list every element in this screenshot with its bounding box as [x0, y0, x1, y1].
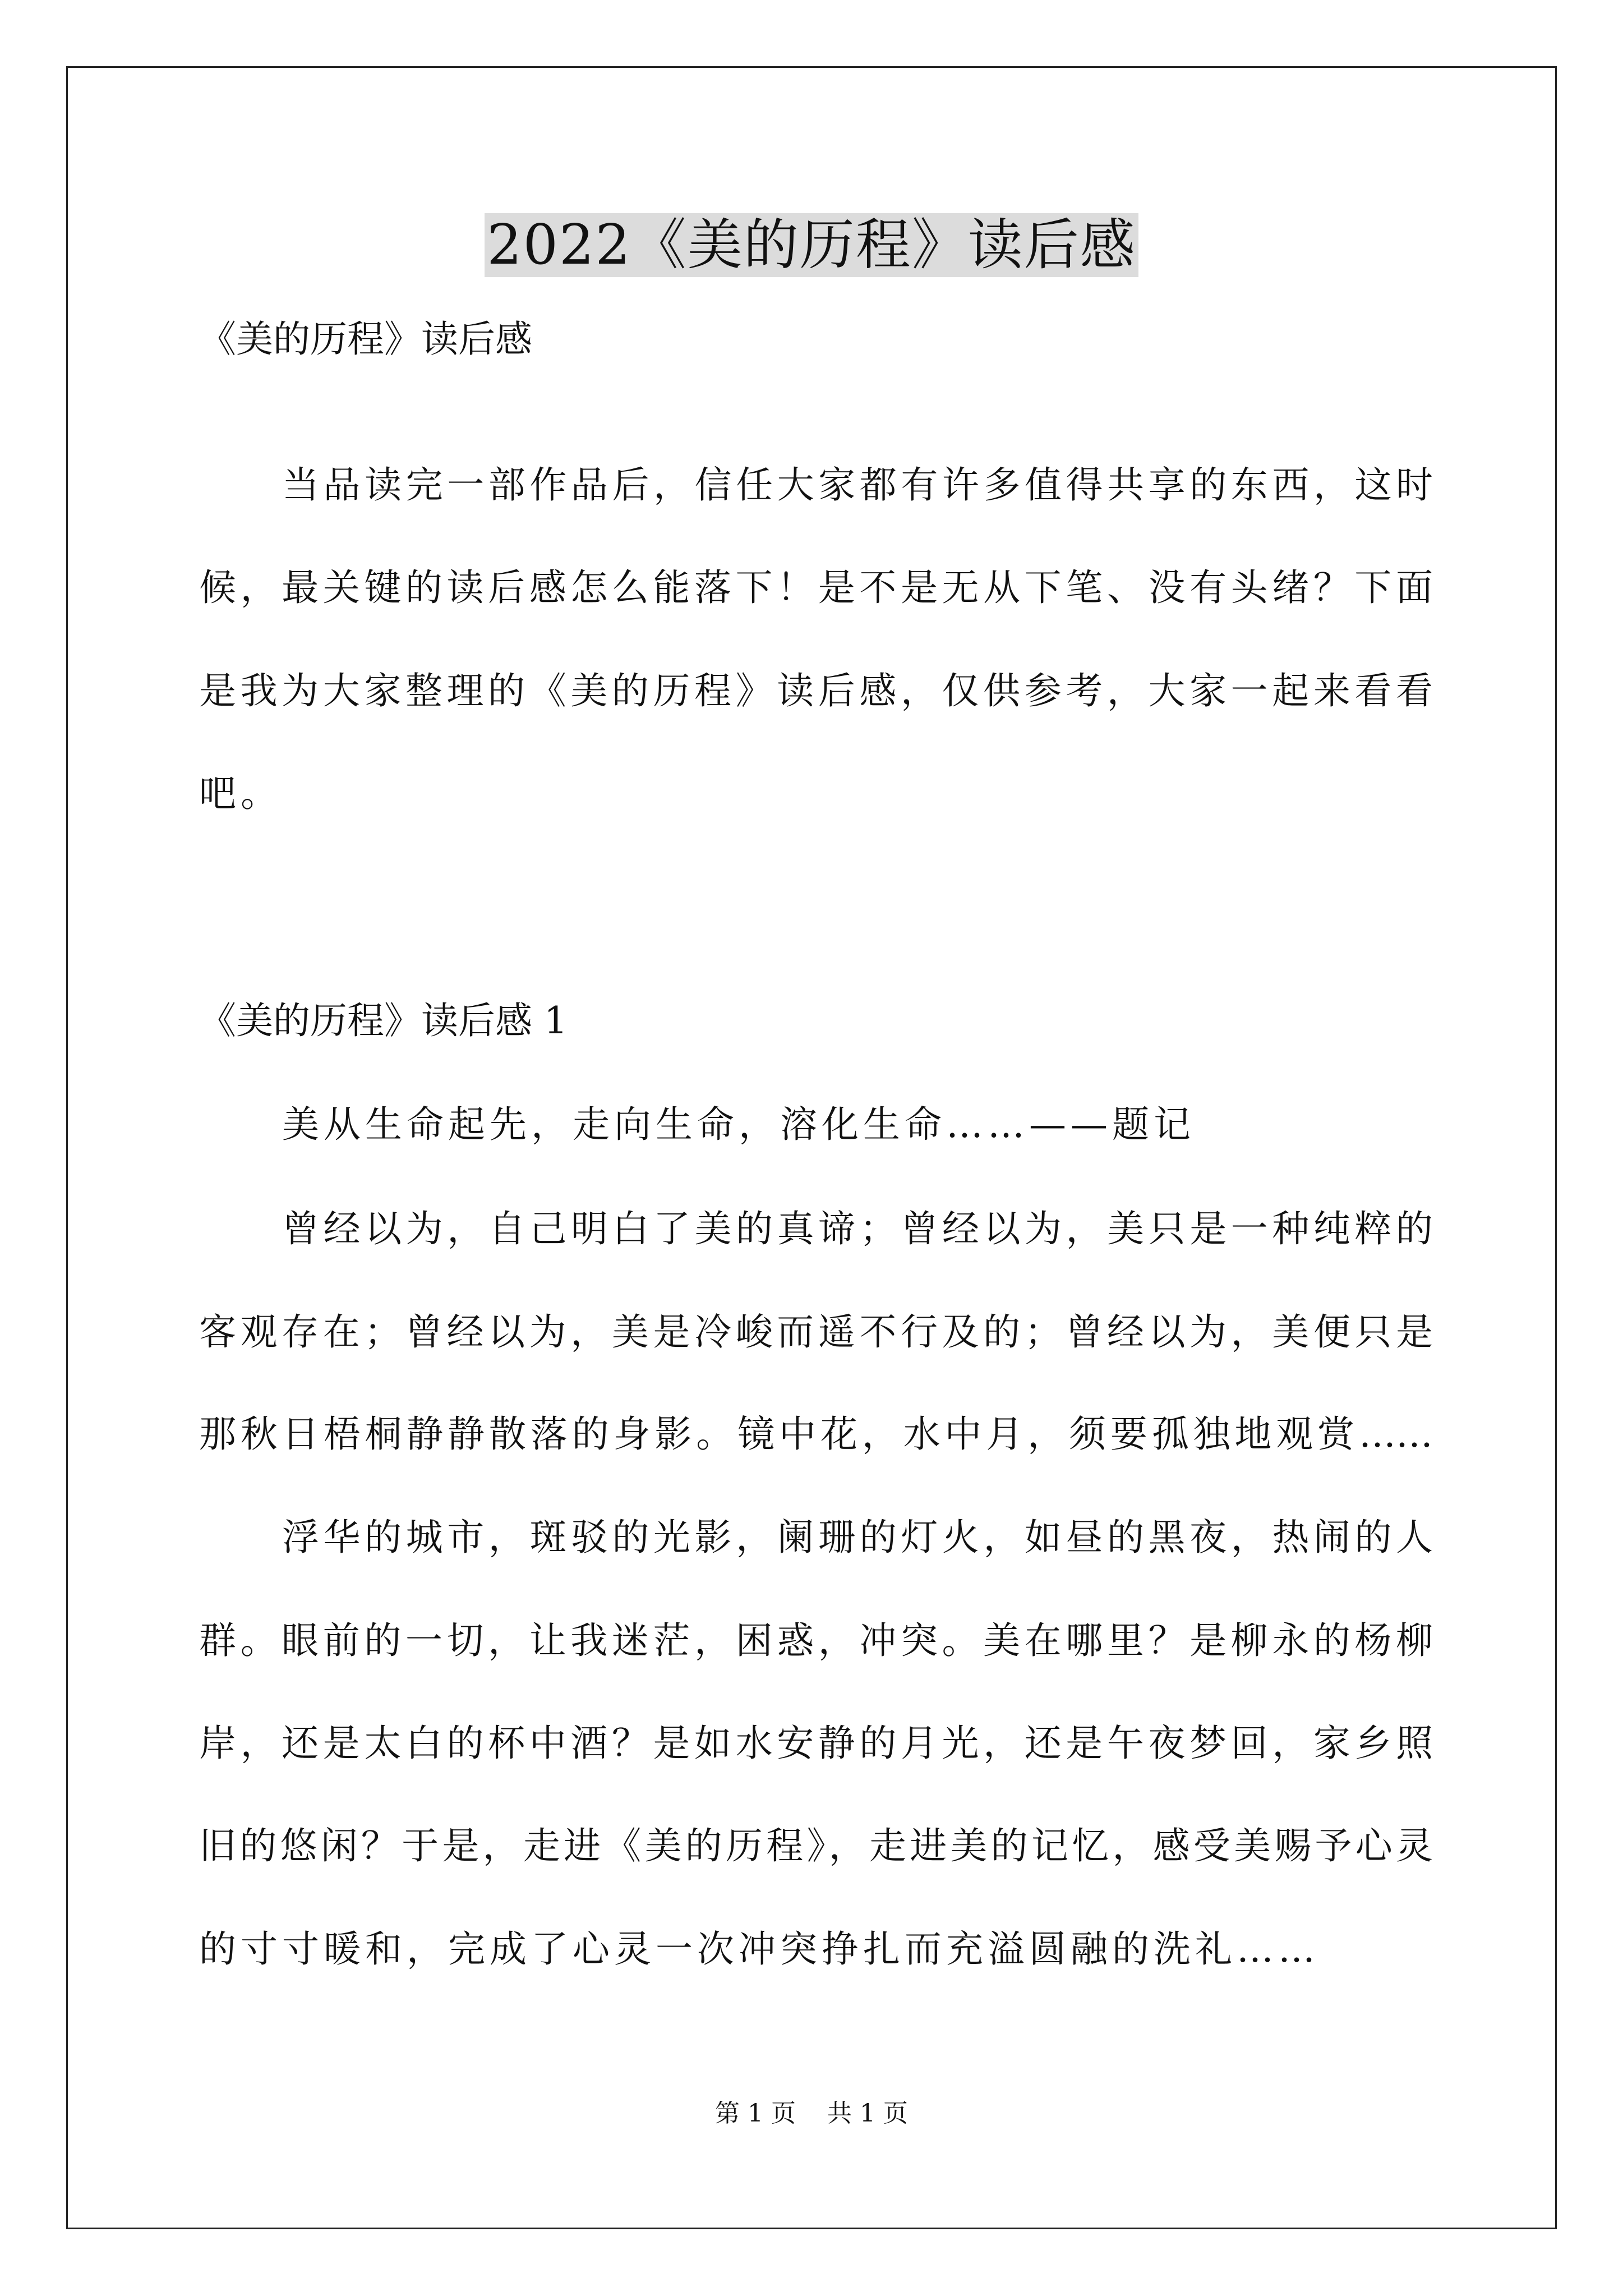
- intro-line-4: 吧。: [199, 772, 282, 815]
- intro-line-2: 候，最关键的读后感怎么能落下！是不是无从下笔、没有头绪？下面: [199, 566, 1433, 609]
- document-title: [0, 209, 1623, 282]
- para2-line-1: 浮华的城市，斑驳的光影，阑珊的灯火，如昼的黑夜，热闹的人: [282, 1516, 1433, 1559]
- para2-line-3: 岸，还是太白的杯中酒？是如水安静的月光，还是午夜梦回，家乡照: [199, 1722, 1433, 1765]
- para2-line-5: 的寸寸暖和，完成了心灵一次冲突挣扎而充溢圆融的洗礼……: [199, 1927, 1320, 1971]
- page-footer: 第 1 页 共 1 页: [715, 2099, 908, 2128]
- para2-line-2: 群。眼前的一切，让我迷茫，困惑，冲突。美在哪里？是柳永的杨柳: [199, 1619, 1433, 1662]
- para1-line-1: 曾经以为，自己明白了美的真谛；曾经以为，美只是一种纯粹的: [282, 1207, 1433, 1250]
- para2-line-4: 旧的悠闲？于是，走进《美的历程》，走进美的记忆，感受美赐予心灵: [199, 1824, 1433, 1867]
- document-title-text: 2022《美的历程》读后感: [485, 213, 1138, 277]
- para1-line-2: 客观存在；曾经以为，美是冷峻而遥不行及的；曾经以为，美便只是: [199, 1310, 1433, 1354]
- intro-line-1: 当品读完一部作品后，信任大家都有许多值得共享的东西，这时: [282, 463, 1433, 507]
- intro-line-3: 是我为大家整理的《美的历程》读后感，仅供参考，大家一起来看看: [199, 669, 1433, 712]
- section1-heading: 《美的历程》读后感 1: [199, 999, 568, 1042]
- epigraph: 美从生命起先，走向生命，溶化生命……——题记: [282, 1103, 1195, 1146]
- intro-heading: 《美的历程》读后感: [199, 318, 532, 361]
- para1-line-3: 那秋日梧桐静静散落的身影。镜中花，水中月，须要孤独地观赏……: [199, 1412, 1433, 1456]
